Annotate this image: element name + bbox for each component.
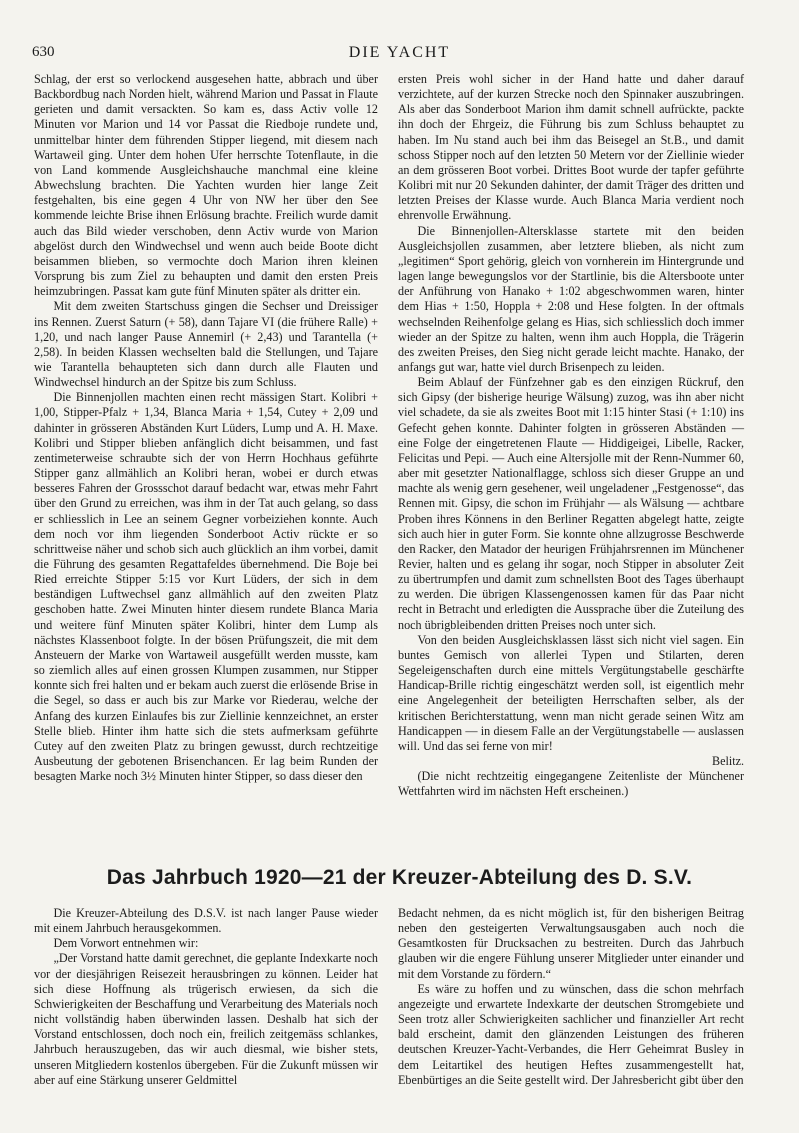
article2-headline: Das Jahrbuch 1920—21 der Kreuzer-Abteilung des D. S.V. <box>106 866 693 889</box>
paragraph: Die Binnenjollen-Altersklasse startete mit den beiden Ausgleichsjollen zusammen, aber letztere blieben, als nicht zum „legitimen“ Sport gehörig, gleich von vornherein im Hintergrunde und lagen lange bewegungslos vor der Startlinie, bis die Altersboote unter der Anführung von Hanako + 1:02 abgeschwommen waren, hinter dem Hias + 1:50, Hoppla + 2:08 und Hese folgten. In der oftmals wechselnden Reihenfolge gelang es Hias, sich schliesslich doch immer wieder an der Spitze zu halten, wenn ihm auch Hoppla, die Trägerin des zweiten Preises, den Sieg nicht gerade leicht machte. Hanako, der anfangs gut war, hatte viel durch Brisenpech zu leiden. <box>398 223 744 374</box>
running-title: DIE YACHT <box>348 44 451 61</box>
paragraph: Bedacht nehmen, da es nicht möglich ist, für den bisherigen Beitrag neben den gesteigerten Verwaltungsausgaben auch noch die Gesamtkosten für Drucksachen zu bestreiten. Durch das Jahrbuch glauben wir die engere Fühlung unserer Mitglieder unter einander und mit dem Vorstande zu fördern.“ <box>398 906 744 981</box>
paragraph: „Der Vorstand hatte damit gerechnet, die geplante Indexkarte noch vor der diesjährigen Reisezeit herausbringen zu können. Leider hat sich diese Hoffnung als trügerisch erwiesen, da sich die Schwierigkeiten der Beschaffung und Verarbeitung des Materials noch nicht vollständig haben überwinden lassen. Deshalb hat sich der Vorstand entschlossen, doch noch ein, freilich zeitgemäss schlankes, Jahrbuch herauszugeben, das wir auch diesmal, wie bisher stets, unseren Mitgliedern kostenlos übergeben. Für die Zukunft müssen wir aber auf eine Stärkung unserer Geldmittel <box>34 951 378 1087</box>
paragraph: Es wäre zu hoffen und zu wünschen, dass die schon mehrfach angezeigte und erwartete Indexkarte der deutschen Stromgebiete und Seen trotz aller Schwierigkeiten sachlicher und finanzieller Art recht bald erscheint, damit den glänzenden Leistungen des früheren deutschen Kreuzer-Yacht-Verbandes, die Herr Geheimrat Busley in dem Leitartikel des heutigen Heftes zusammengestellt hat, Ebenbürtiges an die Seite gestellt wird. Der Jahresbericht gibt über den <box>398 981 744 1087</box>
paragraph: Von den beiden Ausgleichsklassen lässt sich nicht viel sagen. Ein buntes Gemisch von allerlei Typen und Stilarten, deren Segeleigenschaften durch eine mittels Vergütungstabelle geschärfte Handicap-Brille richtig eingeschätzt werden soll, ist eigentlich mehr eine Angelegenheit der beteiligten Herrschaften selber, als der kritischen Berichterstattung, wenn man nicht gerade seinen Witz am Handicappen — in diesem Falle an der Vergütungstabelle — auslassen will. Und das sei ferne von mir! <box>398 632 744 753</box>
author-signature: Belitz. <box>711 754 744 769</box>
paragraph: Dem Vorwort entnehmen wir: <box>53 936 199 951</box>
article2-right-column <box>398 906 744 1088</box>
closing-note: (Die nicht rechtzeitig eingegangene Zeitenliste der Münchener Wettfahrten wird im nächsten Heft erscheinen.) <box>398 769 744 799</box>
paragraph: Schlag, der erst so verlockend ausgesehen hatte, abbrach und über Backbordbug nach Norden hielt, während Marion und Passat in Flaute gerieten und damit versackten. So kam es, dass Activ volle 12 Minuten vor Marion und 14 vor Passat die Riedboje rundete und, unmittelbar hinter dem führenden Stipper liegend, mit diesem nach Wartaweil ging. Unter dem hohen Ufer herrschte Totenflaute, in die von Land kommende Ausgleichshauche manchmal eine kleine Abwechslung brachten. Die Yachten wurden hier lange Zeit festgehalten, bis eine gegen 4 Uhr von NW her über den See kommende leichte Brise ihnen Erlösung brachte. Freilich wurde damit auch das Bild wieder verschoben, denn Activ wurde von Marion abgelöst durch den Windwechsel und wenn auch beide Boote dicht beisammen blieben, so vermochte doch Marion ihren kleinen Vorsprung bis zum Ziel zu behaupten und damit den ersten Preis heimzubringen. Passat kam gute fünf Minuten später als dritter ein. <box>34 72 378 299</box>
paragraph: Mit dem zweiten Startschuss gingen die Sechser und Dreissiger ins Rennen. Zuerst Saturn (+ 58), dann Tajare VI (die frühere Ralle) + 1,20, und nach langer Pause Annemirl (+ 2,43) und Tarantella (+ 2,58). In beiden Klassen wechselten bald die Stellungen, und Tajare wie Tarantella behaupteten sich dann durch alle Flauten und Windwechsel hindurch an der Spitze bis zum Schluss. <box>34 299 378 390</box>
article2-left-column <box>34 906 378 1088</box>
article1-left-column <box>34 72 378 784</box>
article1-right-column <box>398 72 744 800</box>
page-number: 630 <box>32 44 55 60</box>
paragraph: Beim Ablauf der Fünfzehner gab es den einzigen Rückruf, den sich Gipsy (der bisherige heurige Wälsung) zuzog, was ihn aber nicht viel schadete, da sie als zweites Boot mit 1:15 hinter Stasi (+ 1:10) ins Gefecht gehen konnte. Dahinter folgten in grösseren Abständen — eine Folge der eingetretenen Flaute — Hiddigeigei, Libelle, Racker, Felicitas und Pepi. — Auch eine Altersjolle mit der Renn-Nummer 60, aber mit gesetzter Nationalflagge, schloss sich dieser Gruppe an und machte als wenig gern gesehener, weil ungeladener „Festgenosse“, das Rennen mit. Gipsy, die schon im Frühjahr — als Wälsung — achtbare Proben ihres Könnens in den Berliner Regatten abgelegt hatte, zeigte sich auch hier in guter Form. Sie konnte ohne allzugrosse Beschwerde den Racker, den Matador der heurigen Frühjahrsrennen im Münchener Revier, halten und es gelang ihr sogar, noch Stipper in absoluter Zeit zu übertrumpfen und damit zum schnellsten Boot des Tages überhaupt zu werden. Die übrigen Klassengenossen kamen für das Paar nicht recht in Betracht und erledigten die Aussprache über die Zuteilung des noch übrigbleibenden dritten Preises noch unter sich. <box>398 375 744 632</box>
paragraph: ersten Preis wohl sicher in der Hand hatte und daher darauf verzichtete, auf der kurzen Strecke noch den Spinnaker auszubringen. Als aber das Sonderboot Marion ihm damit schnell aufrückte, packte ihn doch der Ehrgeiz, die Führung bis zum Schluss behauptet zu haben. Im Nu stand auch bei ihm das Beisegel an St.B., und damit schoss Stipper noch auf den letzten 50 Metern vor der Ziellinie wieder an dem grösseren Boot vorbei. Drittes Boot wurde der tapfer geführte Kolibri mit nur 20 Sekunden dahinter, der damit Träger des dritten und letzten Preises der Klasse wurde. Auch Blanca Maria verdient noch ehrenvolle Erwähnung. <box>398 72 744 223</box>
paragraph: Die Binnenjollen machten einen recht mässigen Start. Kolibri + 1,00, Stipper-Pfalz + 1,34, Blanca Maria + 1,54, Cutey + 2,09 und dahinter in grösseren Abständen Kurt Lüders, Lump und A. H. Maxe. Kolibri und Stipper blieben anfänglich dicht beisammen, und fast zentimeterweise schraubte sich der von Herrn Hochhaus geführte Stipper ganz allmählich an Kolibri heran, wobei er durch etwas besseres Fahren der Grossschot darauf bedacht war, etwas mehr Fahrt über den Grund zu erreichen, was ihm in der Tat auch gelang, so dass er schliesslich in Lee an seinem Gegner vorbeiziehen konnte. Auch dem noch vor ihm liegenden Sonderboot Activ rückte er so schrittweise näher und schob sich auch glücklich an ihm vorbei, damit die Führung des gesamten Regattafeldes übernehmend. Die Boje bei Ried erreichte Stipper 5:15 vor Kurt Lüders, der sich in dem beständigen Luftwechsel ganz allmählich auf den zweiten Platz geschoben hatte. Zwei Minuten hinter diesem rundete Blanca Maria und weitere fünf Minuten später Kolibri, hinter dem Lump als nächstes Klassenboot folgte. In der bösen Prüfungszeit, die mit dem Ansteuern der Marke von Wartaweil ausgefüllt werden musste, kam so ziemlich alles auf einen grossen Klumpen zusammen, nur Stipper konnte sich frei halten und er bekam auch zuerst die erlösende Brise in die Segel, so dass er auch bis zur Marke vor Riederau, welche der Anfang des kurzen Einlaufes bis zur Ziellinie kennzeichnet, an erster Stelle blieb. Hinter ihm hatte sich die stets aufmerksam geführte Cutey auf den zweiten Platz zu bringen gewusst, durch rechtzeitige Ausbeutung der gebotenen Brisenchancen. Er lag beim Runden der besagten Marke noch 3½ Minuten hinter Stipper, so dass dieser den <box>34 390 378 784</box>
paragraph: Die Kreuzer-Abteilung des D.S.V. ist nach langer Pause wieder mit einem Jahrbuch herausgekommen. <box>34 906 378 936</box>
